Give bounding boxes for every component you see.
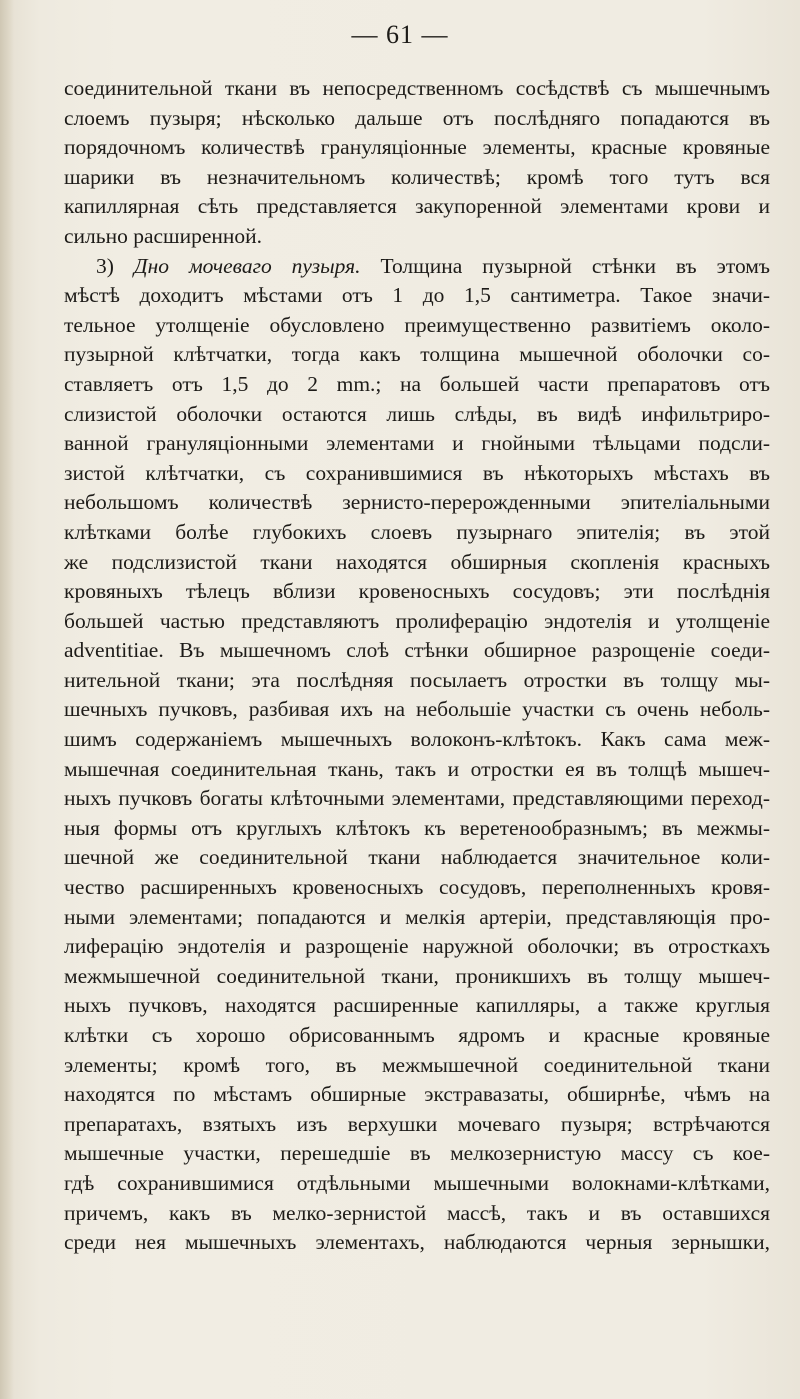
- text-line: ными элементами; попадаются и мелкія артеріи, представляющія про-: [64, 904, 770, 929]
- text-line: клѣтками болѣе глубокихъ слоевъ пузырнаго эпителія; въ этой: [64, 519, 770, 544]
- text-line: тельное утолщеніе обусловлено преимущественно развитіемъ около-: [64, 312, 770, 337]
- text-line: находятся по мѣстамъ обширные экстравазаты, обширнѣе, чѣмъ на: [64, 1082, 770, 1107]
- text-line: слизистой оболочки остаются лишь слѣды, въ видѣ инфильтриро-: [64, 401, 770, 426]
- text-line: пузырной клѣтчатки, тогда какъ толщина мышечной оболочки со-: [64, 342, 770, 367]
- text-line: мѣстѣ доходитъ мѣстами отъ 1 до 1,5 сантиметра. Такое значи-: [64, 283, 770, 308]
- text-line: ванной грануляціонными элементами и гнойными тѣльцами подсли-: [64, 431, 770, 456]
- body-text: [64, 74, 770, 1258]
- text-line: зистой клѣтчатки, съ сохранившимися въ нѣкоторыхъ мѣстахъ въ: [64, 460, 770, 485]
- text-line: шимъ содержаніемъ мышечныхъ волоконъ-клѣтокъ. Какъ сама меж-: [64, 727, 770, 752]
- text-line: шечной же соединительной ткани наблюдается значительное коли-: [64, 845, 770, 870]
- text-line: препаратахъ, взятыхъ изъ верхушки мочеваго пузыря; встрѣчаются: [64, 1111, 770, 1136]
- section-3-number: 3): [96, 253, 114, 278]
- text-line: чество расширенныхъ кровеносныхъ сосудовъ, переполненныхъ кровя-: [64, 875, 770, 900]
- text-line: причемъ, какъ въ мелко-зернистой массѣ, такъ и въ оставшихся: [64, 1200, 770, 1225]
- page-number: — 61 —: [351, 20, 449, 49]
- text-line: клѣтки съ хорошо обрисованнымъ ядромъ и красные кровяные: [64, 1023, 770, 1047]
- book-spine-shadow: [0, 0, 14, 1399]
- text-line: гдѣ сохранившимися отдѣльными мышечными волокнами-клѣтками,: [64, 1170, 770, 1195]
- text-line: межмышечной соединительной ткани, проникшихъ въ толщу мышеч-: [64, 963, 770, 988]
- text-line: adventitiae. Въ мышечномъ слоѣ стѣнки обширное разрощеніе соеди-: [64, 638, 770, 663]
- text-line: большей частью представляютъ пролиферацію эндотелія и утолщеніе: [64, 608, 770, 633]
- text-line: ныхъ пучковъ богаты клѣточными элементами, представляющими переход-: [64, 786, 770, 811]
- text-line: порядочномъ количествѣ грануляціонные элементы, красные кровяные: [64, 135, 770, 160]
- text-line: соединительной ткани въ непосредственномъ сосѣдствѣ съ мышечнымъ: [64, 76, 770, 100]
- text-line: небольшомъ количествѣ зернисто-перерожденными эпителіальными: [64, 490, 770, 515]
- text-line: капиллярная сѣть представляется закупоренной элементами крови и: [64, 194, 770, 219]
- text-line: же подслизистой ткани находятся обширныя скопленія красныхъ: [64, 549, 770, 574]
- text-line: кровяныхъ тѣлецъ вблизи кровеносныхъ сосудовъ; эти послѣднія: [64, 579, 770, 604]
- text-line: ныхъ пучковъ, находятся расширенные капилляры, а также круглыя: [64, 993, 770, 1018]
- text-line: нительной ткани; эта послѣдняя посылаетъ отростки въ толщу мы-: [64, 667, 770, 692]
- text-line: лиферацію эндотелія и разрощеніе наружной оболочки; въ отросткахъ: [64, 934, 770, 959]
- section-3-first-line: [64, 252, 770, 282]
- section-3-text: Толщина пузырной стѣнки въ этомъ: [380, 253, 770, 278]
- text-line: шечныхъ пучковъ, разбивая ихъ на небольшіе участки съ очень неболь-: [64, 697, 770, 722]
- text-line: мышечная соединительная ткань, такъ и отростки ея въ толщѣ мышеч-: [64, 756, 770, 781]
- text-line: ставляетъ отъ 1,5 до 2 mm.; на большей части препаратовъ отъ: [64, 371, 770, 396]
- text-line: мышечные участки, перешедшіе въ мелкозернистую массу съ кое-: [64, 1141, 770, 1166]
- text-line: среди нея мышечныхъ элементахъ, наблюдаются черныя зернышки,: [64, 1230, 770, 1255]
- text-line: сильно расширенной.: [64, 223, 263, 248]
- text-line: шарики въ незначительномъ количествѣ; кромѣ того тутъ вся: [64, 164, 770, 189]
- text-line: ныя формы отъ круглыхъ клѣтокъ къ веретенообразнымъ; въ межмы-: [64, 815, 770, 840]
- text-line: элементы; кромѣ того, въ межмышечной соединительной ткани: [64, 1052, 770, 1077]
- text-line: слоемъ пузыря; нѣсколько дальше отъ послѣдняго попадаются въ: [64, 105, 770, 130]
- section-3-heading: Дно мочеваго пузыря.: [133, 253, 361, 278]
